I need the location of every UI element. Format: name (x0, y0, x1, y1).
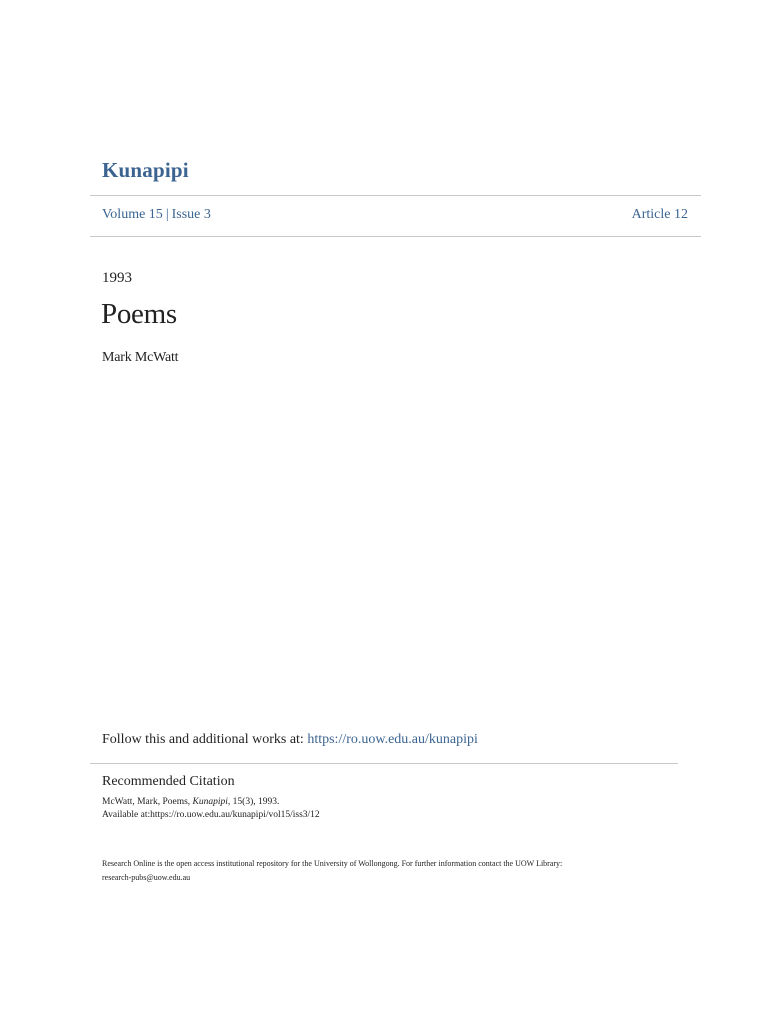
issue-link[interactable]: Issue 3 (171, 207, 211, 222)
volume-issue-line (102, 207, 211, 223)
follow-prefix: Follow this and additional works at: (102, 732, 308, 747)
paper-title: Poems (101, 298, 177, 330)
volume-link[interactable]: Volume 15 (102, 207, 163, 222)
article-number-link[interactable]: Article 12 (631, 207, 688, 222)
citation-line-2: Available at:https://ro.uow.edu.au/kunapipi/vol15/iss3/12 (102, 810, 320, 820)
citation-authors: McWatt, Mark, Poems, (102, 797, 193, 807)
follow-line (102, 732, 478, 748)
citation-body (102, 796, 320, 822)
header-bottom-rule (90, 236, 701, 237)
publication-year: 1993 (102, 270, 132, 286)
header-top-rule (90, 195, 701, 196)
follow-url-link[interactable]: https://ro.uow.edu.au/kunapipi (307, 732, 478, 747)
journal-title[interactable]: Kunapipi (102, 158, 189, 182)
footer-email[interactable]: research-pubs@uow.edu.au (102, 873, 191, 882)
citation-journal: Kunapipi (192, 797, 228, 807)
citation-volume: , 15(3), 1993. (227, 797, 280, 807)
recommended-citation-heading: Recommended Citation (102, 774, 235, 789)
repository-footer (102, 857, 702, 885)
citation-line-1 (102, 796, 320, 809)
footer-line-1: Research Online is the open access institutional repository for the University of Wollongong. For further information contact the UOW Library: (102, 859, 563, 868)
citation-rule (90, 763, 678, 764)
author-name: Mark McWatt (102, 350, 179, 365)
volume-issue-separator: | (165, 207, 169, 222)
